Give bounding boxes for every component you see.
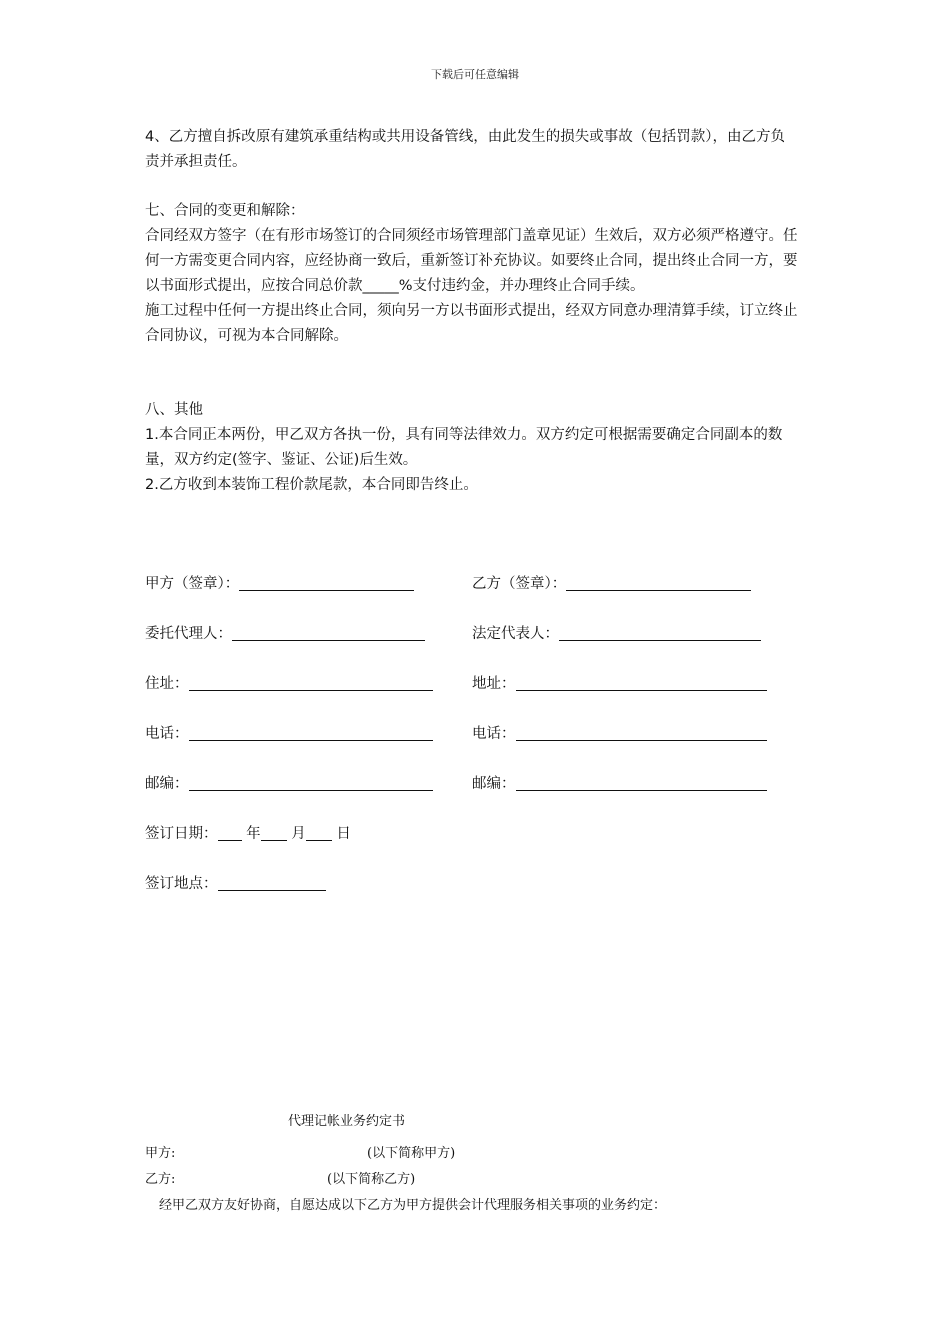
agent-field bbox=[145, 622, 425, 646]
party-b-address-blank[interactable] bbox=[516, 672, 767, 691]
signing-year-blank[interactable] bbox=[218, 822, 242, 841]
signature-row-representative bbox=[145, 622, 785, 646]
signing-day-blank[interactable] bbox=[306, 822, 332, 841]
next-doc-party-a bbox=[145, 1142, 456, 1161]
next-doc-party-a-note: (以下简称甲方) bbox=[367, 1146, 456, 1161]
party-b-address-label: 地址： bbox=[472, 676, 516, 692]
agent-label: 委托代理人： bbox=[145, 626, 232, 642]
section-7 bbox=[145, 199, 815, 349]
party-a-seal-field bbox=[145, 572, 414, 596]
party-b-phone-field bbox=[472, 722, 767, 746]
party-b-seal-field bbox=[472, 572, 751, 596]
section-7-heading: 七、合同的变更和解除： bbox=[145, 203, 305, 219]
party-a-seal-blank[interactable] bbox=[239, 572, 414, 591]
next-doc-party-b-label: 乙方: bbox=[145, 1172, 176, 1187]
signature-row-postcode bbox=[145, 772, 785, 796]
legal-rep-blank[interactable] bbox=[559, 622, 761, 641]
party-b-phone-blank[interactable] bbox=[516, 722, 767, 741]
signing-place-blank[interactable] bbox=[218, 872, 326, 891]
signature-row-phone bbox=[145, 722, 785, 746]
legal-rep-field bbox=[472, 622, 761, 646]
party-b-address-field bbox=[472, 672, 767, 696]
signing-date-field bbox=[145, 822, 351, 846]
party-a-seal-label: 甲方（签章）： bbox=[145, 576, 240, 592]
signing-place-field bbox=[145, 872, 326, 896]
party-a-postcode-label: 邮编： bbox=[145, 776, 189, 792]
page-header-note: 下载后可任意编辑 bbox=[431, 68, 519, 81]
signature-row-seal bbox=[145, 572, 785, 596]
clause-item-4-text: 4、乙方擅自拆改原有建筑承重结构或共用设备管线，由此发生的损失或事故（包括罚款），由乙方负责并承担责任。 bbox=[145, 129, 785, 170]
section-7-paragraph-2: 施工过程中任何一方提出终止合同，须向另一方以书面形式提出，经双方同意办理清算手续，订立终止合同协议，可视为本合同解除。 bbox=[145, 303, 798, 344]
section-7-paragraph-1: 合同经双方签字（在有形市场签订的合同须经市场管理部门盖章见证）生效后，双方必须严格遵守。任何一方需变更合同内容，应经协商一致后，重新签订补充协议。如要终止合同，提出终止合同一方，要以书面形式提出，应按合同总价款_____%支付违约金，并办理终止合同手续。 bbox=[145, 228, 798, 294]
signing-month-label: 月 bbox=[291, 826, 306, 842]
section-8-item-2: 2.乙方收到本装饰工程价款尾款，本合同即告终止。 bbox=[145, 477, 478, 493]
party-a-address-label: 住址： bbox=[145, 676, 189, 692]
party-a-postcode-blank[interactable] bbox=[189, 772, 433, 791]
clause-item-4 bbox=[145, 125, 815, 175]
section-8 bbox=[145, 398, 815, 498]
signing-month-blank[interactable] bbox=[261, 822, 287, 841]
next-doc-party-b bbox=[145, 1168, 416, 1187]
party-a-address-blank[interactable] bbox=[189, 672, 433, 691]
next-doc-intro: 经甲乙双方友好协商，自愿达成以下乙方为甲方提供会计代理服务相关事项的业务约定： bbox=[159, 1198, 667, 1213]
legal-rep-label: 法定代表人： bbox=[472, 626, 559, 642]
section-8-item-1: 1.本合同正本两份，甲乙双方各执一份，具有同等法律效力。双方约定可根据需要确定合同副本的数量，双方约定(签字、鉴证、公证)后生效。 bbox=[145, 427, 783, 468]
party-b-seal-blank[interactable] bbox=[566, 572, 751, 591]
signature-row-address bbox=[145, 672, 785, 696]
party-a-phone-blank[interactable] bbox=[189, 722, 433, 741]
party-a-phone-field bbox=[145, 722, 433, 746]
signing-day-label: 日 bbox=[336, 826, 351, 842]
party-b-postcode-field bbox=[472, 772, 767, 796]
section-8-heading: 八、其他 bbox=[145, 402, 203, 418]
party-b-postcode-blank[interactable] bbox=[516, 772, 767, 791]
next-document bbox=[145, 1110, 825, 1220]
party-b-phone-label: 电话： bbox=[472, 726, 516, 742]
agent-blank[interactable] bbox=[232, 622, 425, 641]
party-b-seal-label: 乙方（签章）： bbox=[472, 576, 567, 592]
party-b-postcode-label: 邮编： bbox=[472, 776, 516, 792]
next-document-title: 代理记帐业务约定书 bbox=[288, 1114, 406, 1129]
party-a-phone-label: 电话： bbox=[145, 726, 189, 742]
signing-place-label: 签订地点： bbox=[145, 876, 218, 892]
signing-date-label: 签订日期： bbox=[145, 826, 218, 842]
next-doc-party-b-note: (以下简称乙方) bbox=[327, 1172, 416, 1187]
party-a-postcode-field bbox=[145, 772, 433, 796]
party-a-address-field bbox=[145, 672, 433, 696]
signing-year-label: 年 bbox=[246, 826, 261, 842]
next-doc-party-a-label: 甲方: bbox=[145, 1146, 176, 1161]
